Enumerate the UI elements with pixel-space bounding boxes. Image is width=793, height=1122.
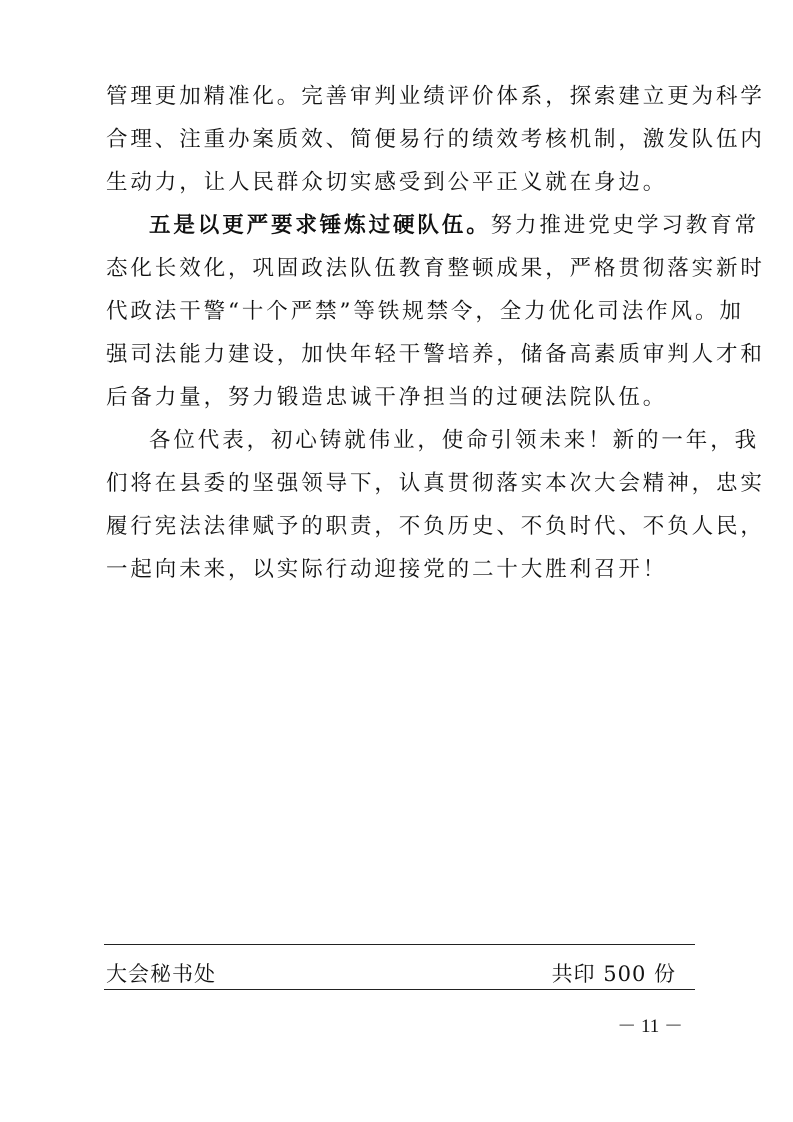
paragraph-3-line-4: 一起向未来，以实际行动迎接党的二十大胜利召开！ (106, 557, 668, 582)
paragraph-2-line-1-rest: 努力推进党史学习教育常 (490, 213, 760, 238)
footer-copies: 共印 500 份 (551, 962, 676, 986)
paragraph-3-line-2: 们将在县委的坚强领导下，认真贯彻落实本次大会精神，忠实 (106, 471, 765, 496)
paragraph-2-line-5: 后备力量，努力锻造忠诚干净担当的过硬法院队伍。 (106, 385, 668, 410)
paragraph-2-line-1 (149, 211, 759, 241)
paragraph-2-line-3: 代政法干警“十个严禁”等铁规禁令，全力优化司法作风。加 (106, 299, 744, 324)
footer-bottom-rule (104, 989, 695, 990)
paragraph-1-line-2: 合理、注重办案质效、简便易行的绩效考核机制，激发队伍内 (106, 127, 765, 152)
page-number: － 11 － (617, 1016, 683, 1037)
paragraph-1-line-3: 生动力，让人民群众切实感受到公平正义就在身边。 (106, 170, 668, 195)
footer-issuer: 大会秘书处 (106, 962, 216, 986)
paragraph-3-line-1: 各位代表，初心铸就伟业，使命引领未来！新的一年，我 (149, 428, 760, 453)
paragraph-3-line-3: 履行宪法法律赋予的职责，不负历史、不负时代、不负人民， (106, 514, 765, 539)
paragraph-1-line-1: 管理更加精准化。完善审判业绩评价体系，探索建立更为科学 (106, 84, 765, 109)
paragraph-2-line-2: 态化长效化，巩固政法队伍教育整顿成果，严格贯彻落实新时 (106, 256, 765, 281)
footer-top-rule (104, 944, 695, 945)
section-heading-five: 五是以更严要求锤炼过硬队伍。 (149, 213, 491, 238)
paragraph-2-line-4: 强司法能力建设，加快年轻干警培养，储备高素质审判人才和 (106, 342, 765, 367)
